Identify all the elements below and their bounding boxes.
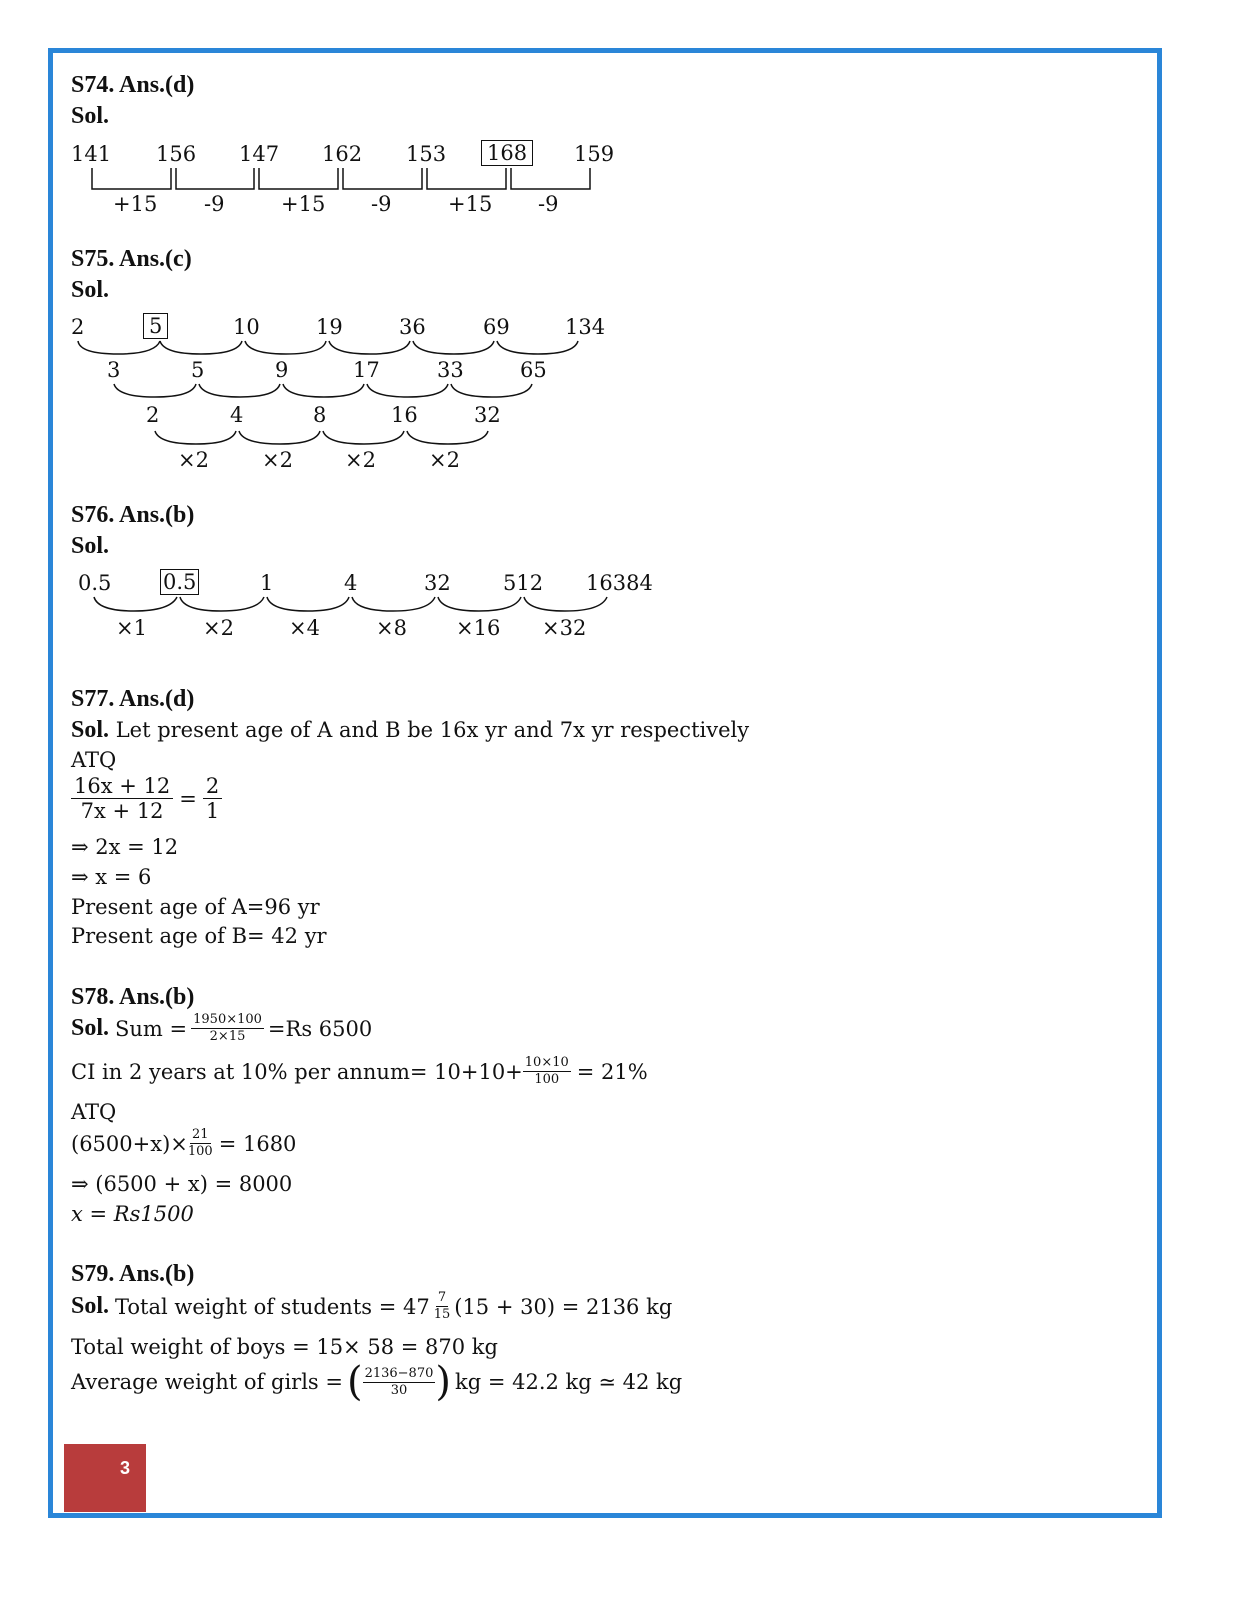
- s78-sum-line: [71, 1012, 372, 1045]
- s76-brace: [180, 597, 264, 611]
- s75-row2-term: 33: [437, 358, 464, 382]
- s76-row1-term: 1: [260, 571, 274, 595]
- s74-diff: -9: [538, 192, 559, 216]
- s79-line3-b: kg = 42.2 kg ≃ 42 kg: [454, 1370, 683, 1394]
- s76-brace: [352, 597, 435, 611]
- s76-title: S76. Ans.(b): [71, 502, 195, 528]
- s74-term: 156: [156, 142, 197, 166]
- s77-lhs-denominator: 7x + 12: [80, 799, 164, 823]
- s75-row2-term: 65: [520, 358, 547, 382]
- s77-age-a: Present age of A=96 yr: [71, 895, 320, 919]
- s75-row1-term: 2: [71, 315, 85, 339]
- s78-sum-fraction: [191, 1012, 264, 1045]
- s79-line1-b: (15 + 30) = 2136 kg: [454, 1294, 673, 1319]
- s74-term: 153: [406, 142, 447, 166]
- s77-step1: ⇒ 2x = 12: [71, 835, 179, 859]
- s77-equals: =: [179, 786, 197, 811]
- s78-eq1-left: (6500+x)×: [71, 1131, 188, 1156]
- s78-ci-denominator: 100: [534, 1072, 560, 1087]
- s75-row3-term: 8: [313, 403, 327, 427]
- s79-right-paren: ): [435, 1359, 451, 1405]
- s74-diff: +15: [281, 192, 326, 216]
- s79-line1-a: Total weight of students = 47: [115, 1294, 430, 1319]
- s76-brace: [438, 597, 521, 611]
- s78-sum-label: Sum =: [115, 1016, 188, 1041]
- s75-row1-term: 10: [233, 315, 260, 339]
- s79-line3: [71, 1359, 683, 1405]
- s79-line1-denominator: 15: [433, 1307, 451, 1322]
- s77-line1: [71, 717, 749, 744]
- s75-row2-term: 17: [353, 358, 380, 382]
- s79-line1: [71, 1290, 672, 1323]
- s78-sol-label: Sol.: [71, 1015, 110, 1041]
- s78-ci-fraction: [523, 1055, 571, 1088]
- s75-row1-term: 69: [483, 315, 510, 339]
- s77-atq: ATQ: [71, 748, 117, 772]
- s75-row4-op: ×2: [345, 448, 376, 472]
- s77-title: S77. Ans.(d): [71, 686, 195, 712]
- s76-brace: [524, 597, 607, 611]
- s79-sol-label: Sol.: [71, 1293, 110, 1319]
- s74-sol-label: Sol.: [71, 103, 110, 129]
- s75-row1-term: 19: [316, 315, 343, 339]
- s79-line3-a: Average weight of girls =: [71, 1370, 343, 1394]
- s78-sum-result: =Rs 6500: [267, 1016, 373, 1041]
- s74-diff: +15: [448, 192, 493, 216]
- s76-brace: [267, 597, 349, 611]
- s78-eq1-right: = 1680: [218, 1131, 297, 1156]
- s76-row1-term: 512: [503, 571, 544, 595]
- s76-row1-term: 16384: [586, 571, 653, 595]
- s77-equation: [71, 774, 222, 823]
- s78-eq1-numerator: 21: [192, 1127, 209, 1142]
- s78-eq1: [71, 1127, 296, 1160]
- page-number-badge: [64, 1444, 146, 1512]
- s77-sol-label: Sol.: [71, 717, 110, 743]
- s75-row1-term: 36: [399, 315, 426, 339]
- s74-term: 159: [574, 142, 615, 166]
- s78-eq2: ⇒ (6500 + x) = 8000: [71, 1172, 293, 1196]
- s76-row1-term: 4: [344, 571, 358, 595]
- s79-line3-numerator: 2136−870: [364, 1365, 434, 1381]
- s76-row2-op: ×1: [116, 616, 147, 640]
- s76-row2-op: ×4: [289, 616, 320, 640]
- s75-row4-op: ×2: [429, 448, 460, 472]
- s79-line2: Total weight of boys = 15× 58 = 870 kg: [71, 1335, 498, 1359]
- s78-title: S78. Ans.(b): [71, 984, 195, 1010]
- s76-brace: [94, 597, 177, 611]
- s79-line1-fraction: [434, 1290, 451, 1323]
- s75-row3-term: 32: [474, 403, 501, 427]
- s78-ci-result: = 21%: [576, 1059, 648, 1084]
- s75-row1-term-answer: 5: [143, 313, 168, 339]
- s74-diff: -9: [371, 192, 392, 216]
- s77-lhs-fraction: [71, 774, 173, 823]
- s78-atq: ATQ: [71, 1100, 117, 1124]
- s75-sol-label: Sol.: [71, 277, 110, 303]
- s75-row2-term: 9: [275, 358, 289, 382]
- s75-row2-term: 3: [107, 358, 121, 382]
- s74-title: S74. Ans.(d): [71, 72, 195, 98]
- s76-row1-term: 0.5: [78, 571, 112, 595]
- s76-row1-term: 32: [424, 571, 451, 595]
- s79-line1-numerator: 7: [437, 1290, 447, 1305]
- s79-line3-denominator: 30: [390, 1382, 408, 1398]
- s74-term-answer: 168: [481, 140, 533, 166]
- s75-row3-term: 4: [230, 403, 244, 427]
- s75-title: S75. Ans.(c): [71, 246, 192, 272]
- s75-row4-op: ×2: [262, 448, 293, 472]
- s77-rhs-denominator: 1: [205, 799, 220, 823]
- s78-sum-denominator: 2×15: [209, 1029, 246, 1044]
- s75-row4-op: ×2: [178, 448, 209, 472]
- s74-term: 147: [239, 142, 280, 166]
- page-number: 3: [120, 1458, 131, 1478]
- s76-row2-op: ×16: [456, 616, 501, 640]
- s77-step2: ⇒ x = 6: [71, 865, 152, 889]
- s78-ci-numerator: 10×10: [524, 1055, 569, 1070]
- s75-row1-term: 134: [565, 315, 606, 339]
- s78-sum-numerator: 1950×100: [193, 1012, 262, 1027]
- s76-row2-op: ×2: [203, 616, 234, 640]
- s77-statement: Let present age of A and B be 16x yr and 7x yr respectively: [115, 718, 750, 742]
- s78-eq1-denominator: 100: [187, 1144, 213, 1159]
- s74-term: 141: [71, 142, 112, 166]
- s76-row2-op: ×32: [542, 616, 587, 640]
- s75-row2-term: 5: [191, 358, 205, 382]
- s78-ci-line: [71, 1055, 648, 1088]
- s78-eq1-fraction: [188, 1127, 213, 1160]
- s79-left-paren: (: [346, 1359, 363, 1405]
- s77-rhs-fraction: [203, 774, 222, 823]
- s79-title: S79. Ans.(b): [71, 1261, 195, 1287]
- s77-rhs-numerator: 2: [203, 774, 222, 799]
- s74-diff: -9: [204, 192, 225, 216]
- s75-row3-term: 2: [146, 403, 160, 427]
- s78-eq3: x = Rs1500: [71, 1202, 194, 1226]
- s74-diff: +15: [113, 192, 158, 216]
- s77-age-b: Present age of B= 42 yr: [71, 924, 327, 948]
- s75-row3-term: 16: [391, 403, 418, 427]
- s76-row1-term-answer: 0.5: [160, 569, 199, 595]
- s79-line3-fraction: [363, 1366, 436, 1399]
- s76-sol-label: Sol.: [71, 533, 110, 559]
- s76-row2-op: ×8: [376, 616, 407, 640]
- s78-ci-label: CI in 2 years at 10% per annum= 10+10+: [71, 1059, 523, 1084]
- s74-term: 162: [322, 142, 363, 166]
- s77-lhs-numerator: 16x + 12: [71, 774, 173, 799]
